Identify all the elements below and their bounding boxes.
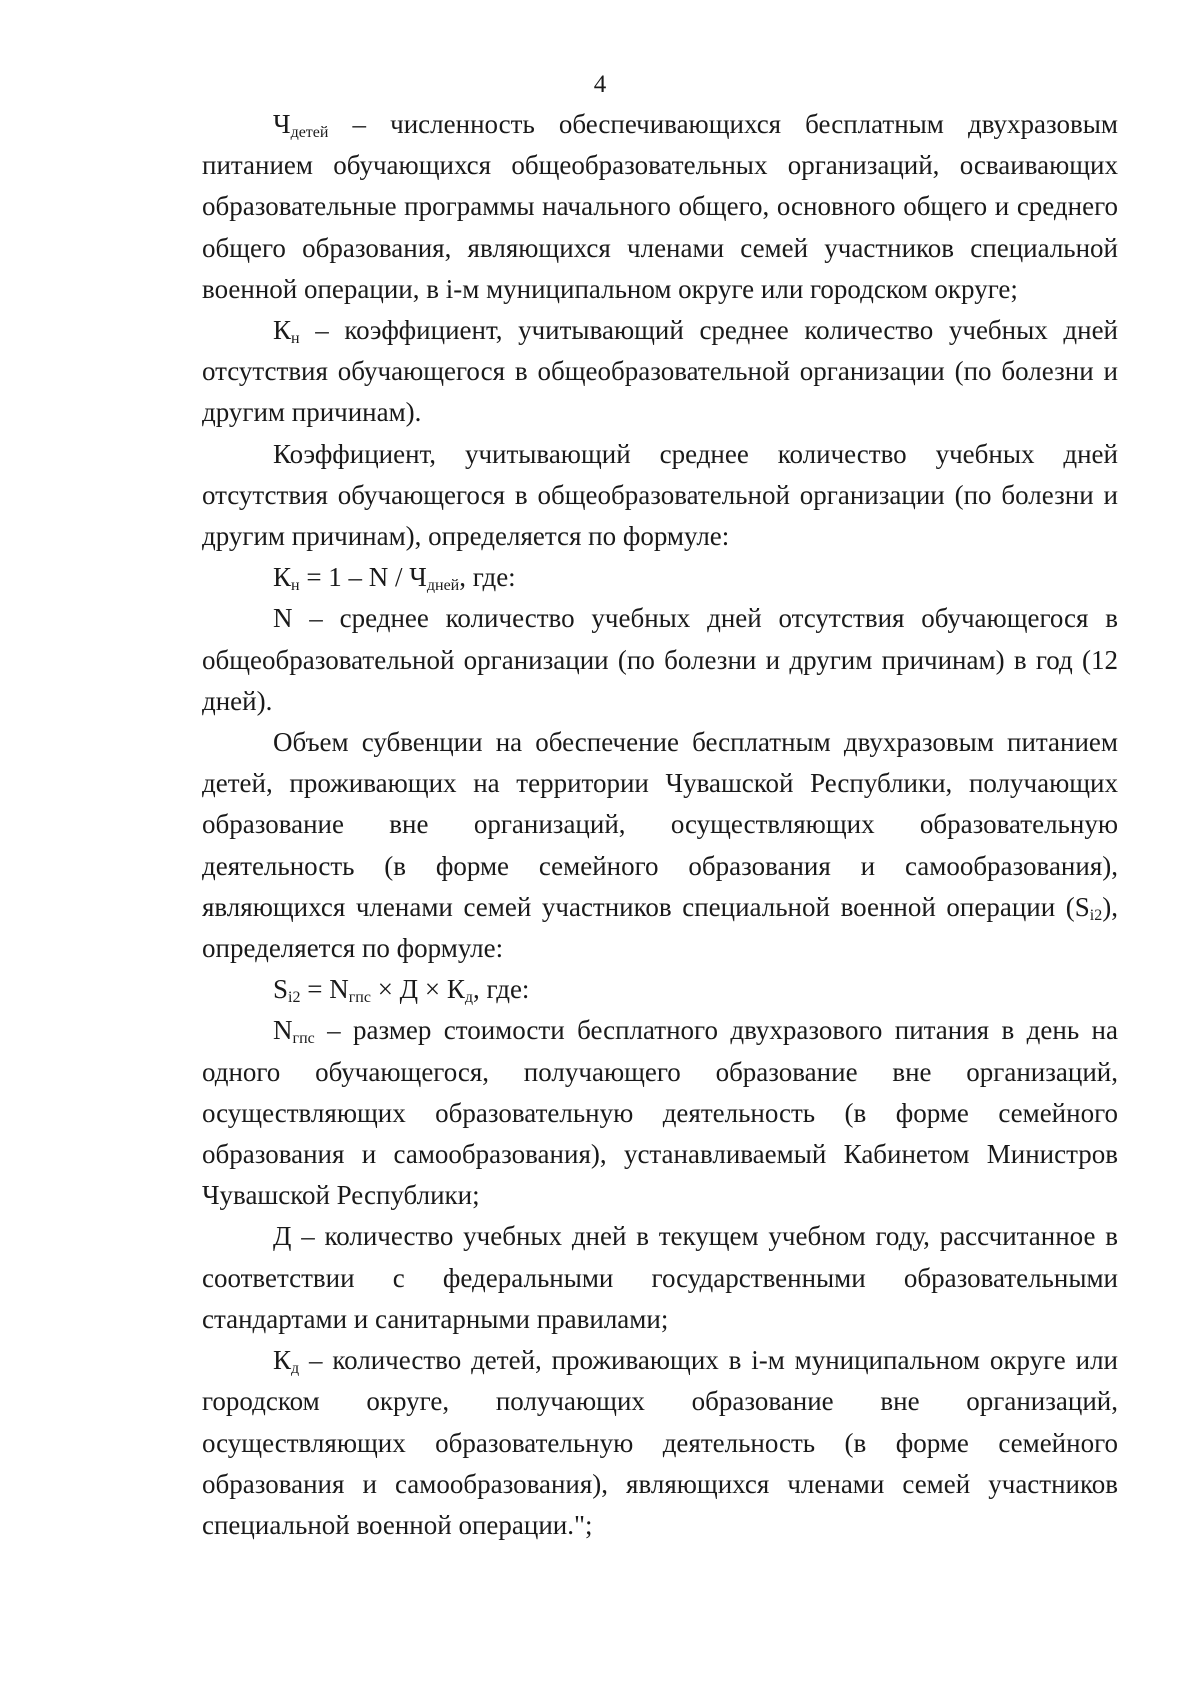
- text-run: Ч: [273, 109, 291, 139]
- paragraph-si2-formula: [202, 969, 1118, 1010]
- text-run: Д – количество учебных дней в текущем учебном году, рассчитанное в соответствии с федеральными государственными образовательными стандартами и санитарными правилами;: [202, 1221, 1118, 1334]
- paragraph-ch-deti: [202, 104, 1118, 310]
- paragraph-si2-intro: [202, 722, 1118, 969]
- text-run: – размер стоимости бесплатного двухразового питания в день на одного обучающегося, получающего образование вне организаций, осуществляющих образовательную деятельность (в форме семейного образования и самообразования), устанавливаемый Кабинетом Министров Чувашской Республики;: [202, 1015, 1118, 1211]
- paragraph-d-def: [202, 1216, 1118, 1340]
- text-run: Объем субвенции на обеспечение бесплатным двухразовым питанием детей, проживающих на территории Чувашской Республики, получающих образование вне организаций, осуществляющих образовательную деятельность (в форме семейного образования и самообразования), являющихся членами семей участников специальной военной операции (S: [202, 727, 1118, 922]
- text-run: Коэффициент, учитывающий среднее количество учебных дней отсутствия обучающегося в общеобразовательной организации (по болезни и другим причинам), определяется по формуле:: [202, 438, 1118, 552]
- subscript: дней: [426, 577, 460, 595]
- subscript: н: [291, 330, 300, 348]
- text-run: – численность обеспечивающихся бесплатным двухразовым питанием обучающихся общеобразовательных организаций, осваивающих образовательные программы начального общего, основного общего и среднего общего образования, являющихся членами семей участников специальной военной операции, в і-м муниципальном округе или городском округе;: [202, 109, 1118, 304]
- text-run: К: [273, 1345, 292, 1376]
- text-run: , где:: [472, 974, 530, 1005]
- text-run: К: [273, 315, 292, 346]
- page-number: 4: [593, 71, 607, 98]
- subscript: детей: [290, 124, 329, 141]
- text-run: – коэффициент, учитывающий среднее количество учебных дней отсутствия обучающегося в общеобразовательной организации (по болезни и другим причинам).: [202, 315, 1118, 428]
- text-run: S: [273, 974, 289, 1005]
- text-run: – количество детей, проживающих в і-м муниципальном округе или городском округе, получающих образование вне организаций, осуществляющих образовательную деятельность (в форме семейного образования и самообразования), являющихся членами семей участников специальной военной операции.";: [202, 1345, 1118, 1540]
- paragraph-kd-def: [202, 1340, 1118, 1546]
- text-run: = 1 – N / Ч: [299, 562, 427, 593]
- paragraph-kn-intro: [202, 434, 1118, 558]
- paragraph-n-def: [202, 598, 1118, 722]
- subscript: д: [291, 1360, 300, 1378]
- paragraph-ngps-def: [202, 1010, 1118, 1216]
- subscript: гпс: [348, 989, 371, 1007]
- text-run: К: [273, 562, 292, 593]
- subscript: гпс: [292, 1030, 315, 1048]
- text-run: N: [273, 1015, 293, 1046]
- text-run: × Д × К: [370, 974, 465, 1005]
- subscript: н: [291, 577, 300, 595]
- text-run: , где:: [459, 562, 516, 593]
- paragraph-kn-formula: [202, 557, 1118, 598]
- document-body: [202, 104, 1118, 1546]
- paragraph-kn-def: [202, 310, 1118, 434]
- text-run: = N: [300, 974, 349, 1005]
- subscript: i2: [1089, 906, 1103, 924]
- text-run: N – среднее количество учебных дней отсутствия обучающегося в общеобразовательной организации (по болезни и другим причинам) в год (12 дней).: [202, 603, 1118, 716]
- text-run: ), определяется по формуле:: [202, 891, 1118, 964]
- subscript: i2: [288, 989, 301, 1007]
- subscript: д: [464, 989, 473, 1007]
